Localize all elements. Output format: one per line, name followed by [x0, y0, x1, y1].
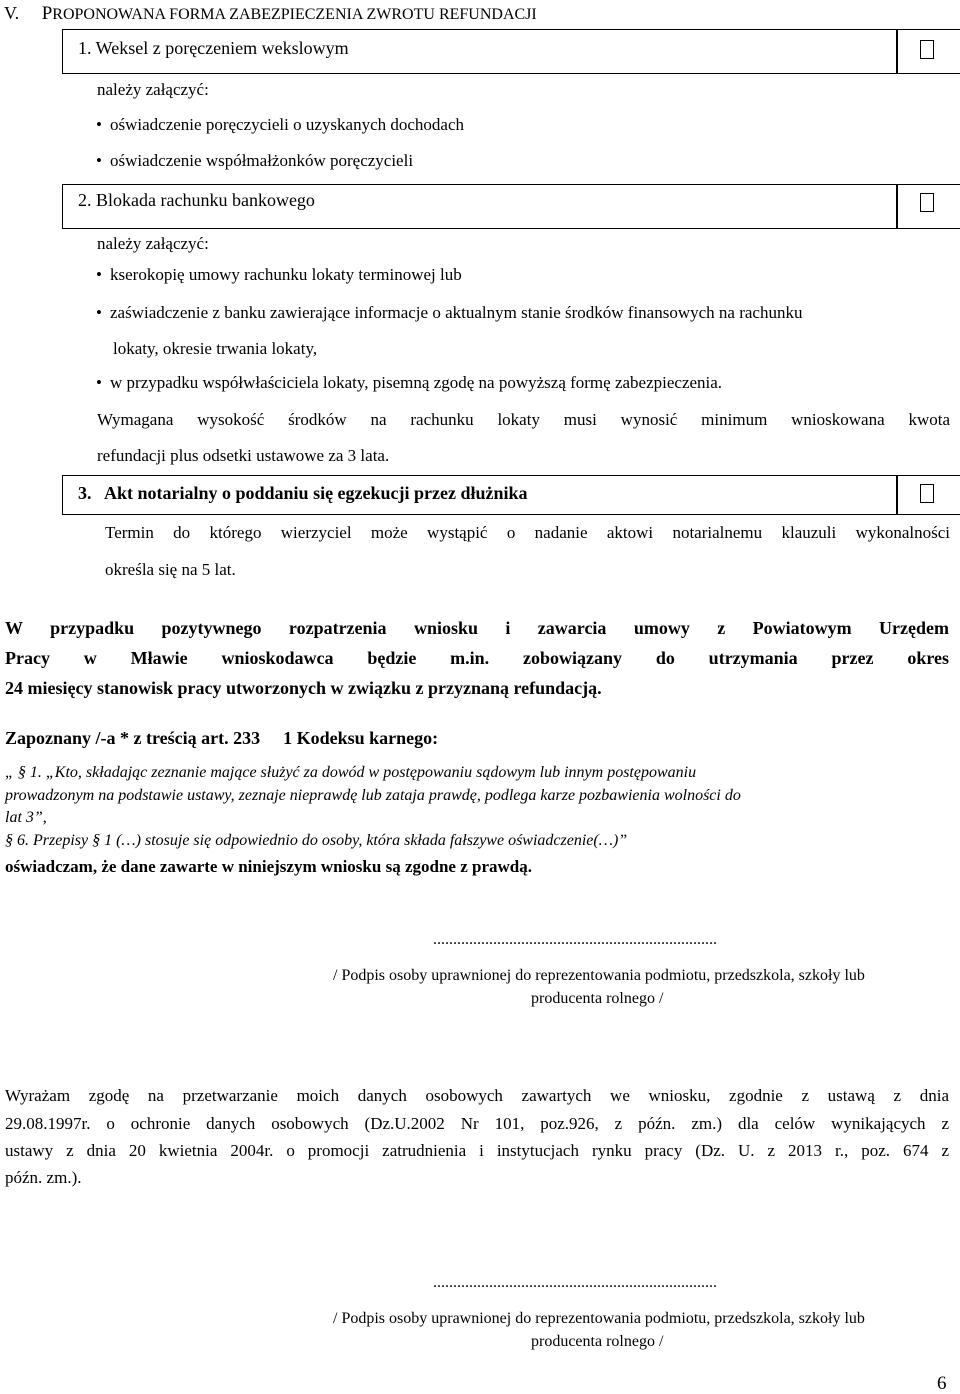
- option2-item-2-cont: lokaty, okresie trwania lokaty,: [113, 339, 318, 358]
- section-title-initial: P: [41, 3, 53, 24]
- option2-item-1: • kserokopię umowy rachunku lokaty terminowej lub: [110, 264, 462, 286]
- signature1-caption-line2: producenta rolnego /: [531, 990, 664, 1007]
- option2-title: 2. Blokada rachunku bankowego: [78, 190, 315, 210]
- obligation-line3: 24 miesięcy stanowisk pracy utworzonych w związku z przyznaną refundacją.: [5, 678, 602, 698]
- option1-title: 1. Weksel z poręczeniem wekslowym: [78, 38, 349, 58]
- option2-attach-label: należy załączyć:: [97, 234, 209, 253]
- option2-note-line1: Wymagana wysokość środków na rachunku lokaty musi wynosić minimum wnioskowana kwota: [97, 410, 950, 429]
- consent-line4: późn. zm.).: [5, 1168, 82, 1187]
- signature2-dots: .......................................................................: [433, 1274, 717, 1291]
- quote-line4: § 6. Przepisy § 1 (…) stosuje się odpowiednio do osoby, która składa fałszywe oświadczenie(…)”: [5, 832, 628, 849]
- option1-checkbox[interactable]: [920, 40, 934, 59]
- option1-attach-label: należy załączyć:: [97, 80, 209, 99]
- quote-line3: lat 3”,: [5, 809, 47, 826]
- option3-checkbox[interactable]: [920, 484, 934, 503]
- obligation-line1: W przypadku pozytywnego rozpatrzenia wniosku i zawarcia umowy z Powiatowym Urzędem: [5, 618, 949, 638]
- quote-line1: „ § 1. „Kto, składając zeznanie mające służyć za dowód w postępowaniu sądowym lub innym postępowaniu: [5, 764, 697, 781]
- acknowledge-heading: Zapoznany /-a * z treścią art. 233 1 Kodeksu karnego:: [5, 728, 420, 748]
- option1-item-2: • oświadczenie współmałżonków poręczycieli: [110, 150, 413, 172]
- obligation-line2: Pracy w Mławie wnioskodawca będzie m.in. zobowiązany do utrzymania przez okres: [5, 648, 949, 668]
- section-number: V.: [4, 3, 20, 23]
- signature2-caption-line2: producenta rolnego /: [531, 1333, 664, 1350]
- option2-checkbox[interactable]: [920, 193, 934, 212]
- section-heading: [4, 2, 537, 26]
- signature2-caption-line1: / Podpis osoby uprawnionej do reprezentowania podmiotu, przedszkola, szkoły lub: [333, 1310, 865, 1327]
- consent-line2: 29.08.1997r. o ochronie danych osobowych (Dz.U.2002 Nr 101, poz.926, z późn. zm.) dla celów wynikających z: [5, 1114, 949, 1133]
- option3-text-line2: określa się na 5 lat.: [105, 560, 236, 579]
- option1-item-1: • oświadczenie poręczycieli o uzyskanych dochodach: [110, 114, 464, 136]
- page-number: 6: [937, 1373, 947, 1394]
- option2-note-line2: refundacji plus odsetki ustawowe za 3 lata.: [97, 446, 390, 465]
- declaration: oświadczam, że dane zawarte w niniejszym wniosku są zgodne z prawdą.: [5, 857, 532, 876]
- option3-text-line1: Termin do którego wierzyciel może wystąpić o nadanie aktowi notarialnemu klauzuli wykonalności: [105, 523, 950, 542]
- option3-title: [78, 482, 528, 504]
- section-title: ROPONOWANA FORMA ZABEZPIECZENIA ZWROTU REFUNDACJI: [52, 6, 537, 23]
- option2-item-3: • w przypadku współwłaściciela lokaty, pisemną zgodę na powyższą formę zabezpieczenia.: [110, 372, 722, 394]
- consent-line1: Wyrażam zgodę na przetwarzanie moich danych osobowych zawartych we wniosku, zgodnie z ustawą z dnia: [5, 1086, 949, 1105]
- option3-title-text: Akt notarialny o poddaniu się egzekucji przez dłużnika: [104, 483, 528, 503]
- option3-number: 3.: [78, 483, 92, 503]
- signature1-caption-line1: / Podpis osoby uprawnionej do reprezentowania podmiotu, przedszkola, szkoły lub: [333, 967, 865, 984]
- signature1-dots: .......................................................................: [433, 931, 717, 948]
- quote-line2: prowadzonym na podstawie ustawy, zeznaje nieprawdę lub zataja prawdę, podlega karze pozbawienia wolności do: [5, 787, 741, 804]
- consent-line3: ustawy z dnia 20 kwietnia 2004r. o promocji zatrudnienia i instytucjach rynku pracy (Dz. U. z 2013 r., poz. 674 z: [5, 1141, 949, 1160]
- option2-item-2: • zaświadczenie z banku zawierające informacje o aktualnym stanie środków finansowych na rachunku: [110, 302, 802, 324]
